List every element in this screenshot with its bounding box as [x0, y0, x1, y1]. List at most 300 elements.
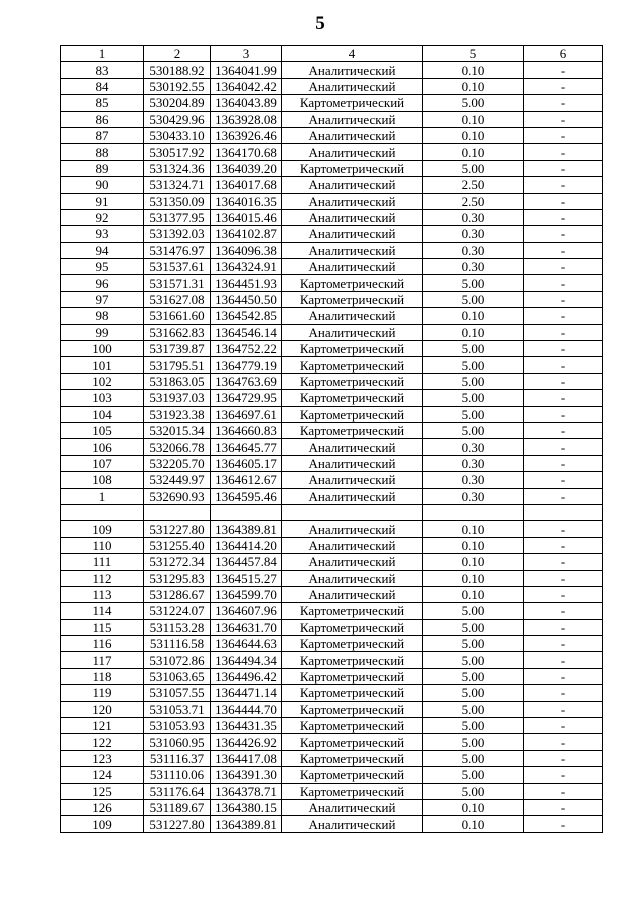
column-header-5: 5	[423, 46, 524, 62]
coordinate-x-cell: 530192.55	[144, 78, 211, 94]
coordinate-x-cell: 531923.38	[144, 406, 211, 422]
point-number-cell: 105	[61, 422, 144, 438]
method-cell: Аналитический	[282, 324, 423, 340]
method-cell: Аналитический	[282, 177, 423, 193]
coordinate-x-cell: 531189.67	[144, 799, 211, 815]
accuracy-cell: 0.10	[423, 324, 524, 340]
column-6-cell: -	[524, 357, 603, 373]
coordinate-x-cell: 531053.93	[144, 718, 211, 734]
coordinate-x-cell: 531661.60	[144, 308, 211, 324]
column-6-cell: -	[524, 554, 603, 570]
method-cell: Аналитический	[282, 242, 423, 258]
coordinate-x-cell: 531377.95	[144, 209, 211, 225]
table-row	[61, 406, 603, 422]
coordinate-x-cell: 531476.97	[144, 242, 211, 258]
header-row	[61, 46, 603, 62]
column-header-6: 6	[524, 46, 603, 62]
accuracy-cell: 0.10	[423, 127, 524, 143]
accuracy-cell: 0.10	[423, 111, 524, 127]
coordinate-y-cell: 1364595.46	[211, 488, 282, 504]
method-cell: Картометрический	[282, 160, 423, 176]
table-row	[61, 455, 603, 471]
table-row	[61, 357, 603, 373]
method-cell: Картометрический	[282, 701, 423, 717]
column-6-cell: -	[524, 570, 603, 586]
coordinate-y-cell: 1364451.93	[211, 275, 282, 291]
method-cell: Аналитический	[282, 78, 423, 94]
accuracy-cell: 5.00	[423, 701, 524, 717]
method-cell: Аналитический	[282, 193, 423, 209]
column-6-cell: -	[524, 291, 603, 307]
column-6-cell: -	[524, 422, 603, 438]
accuracy-cell: 0.10	[423, 537, 524, 553]
point-number-cell: 122	[61, 734, 144, 750]
table-row	[61, 439, 603, 455]
table-row	[61, 504, 603, 520]
accuracy-cell: 5.00	[423, 373, 524, 389]
column-6-cell: -	[524, 668, 603, 684]
table-row	[61, 767, 603, 783]
method-cell: Картометрический	[282, 406, 423, 422]
point-number-cell: 90	[61, 177, 144, 193]
coordinate-x-cell: 531295.83	[144, 570, 211, 586]
column-6-cell: -	[524, 308, 603, 324]
coordinate-y-cell: 1364515.27	[211, 570, 282, 586]
point-number-cell: 121	[61, 718, 144, 734]
coordinate-y-cell: 1364752.22	[211, 341, 282, 357]
column-header-3: 3	[211, 46, 282, 62]
column-6-cell: -	[524, 734, 603, 750]
coordinate-y-cell: 1364697.61	[211, 406, 282, 422]
coordinate-x-cell: 530433.10	[144, 127, 211, 143]
point-number-cell: 88	[61, 144, 144, 160]
accuracy-cell: 0.30	[423, 488, 524, 504]
method-cell: Картометрический	[282, 652, 423, 668]
accuracy-cell: 0.10	[423, 816, 524, 832]
coordinate-y-cell: 1364457.84	[211, 554, 282, 570]
accuracy-cell: 5.00	[423, 685, 524, 701]
table-row	[61, 275, 603, 291]
method-cell: Картометрический	[282, 390, 423, 406]
table-body	[61, 62, 603, 832]
table-row	[61, 750, 603, 766]
column-6-cell: -	[524, 226, 603, 242]
table-row	[61, 685, 603, 701]
accuracy-cell: 5.00	[423, 406, 524, 422]
coordinate-x-cell: 531571.31	[144, 275, 211, 291]
coordinate-y-cell: 1364096.38	[211, 242, 282, 258]
table-row	[61, 521, 603, 537]
coordinate-y-cell: 1364380.15	[211, 799, 282, 815]
column-6-cell	[524, 504, 603, 520]
accuracy-cell: 5.00	[423, 636, 524, 652]
table-row	[61, 144, 603, 160]
method-cell: Аналитический	[282, 537, 423, 553]
method-cell: Аналитический	[282, 521, 423, 537]
coordinate-y-cell: 1364170.68	[211, 144, 282, 160]
coordinate-y-cell: 1364444.70	[211, 701, 282, 717]
method-cell: Картометрический	[282, 603, 423, 619]
point-number-cell: 111	[61, 554, 144, 570]
coordinate-y-cell: 1364426.92	[211, 734, 282, 750]
table-row	[61, 570, 603, 586]
coordinate-x-cell: 532205.70	[144, 455, 211, 471]
point-number-cell: 109	[61, 816, 144, 832]
column-6-cell: -	[524, 783, 603, 799]
coordinate-x-cell: 531627.08	[144, 291, 211, 307]
table-row	[61, 62, 603, 78]
accuracy-cell: 5.00	[423, 390, 524, 406]
coordinate-x-cell: 531392.03	[144, 226, 211, 242]
accuracy-cell: 0.30	[423, 209, 524, 225]
coordinate-x-cell: 531072.86	[144, 652, 211, 668]
coordinate-y-cell: 1364644.63	[211, 636, 282, 652]
coordinate-x-cell: 531795.51	[144, 357, 211, 373]
method-cell: Картометрический	[282, 422, 423, 438]
column-6-cell: -	[524, 177, 603, 193]
table-header	[61, 46, 603, 62]
coordinate-x-cell: 531176.64	[144, 783, 211, 799]
point-number-cell: 103	[61, 390, 144, 406]
accuracy-cell: 5.00	[423, 734, 524, 750]
table-row	[61, 193, 603, 209]
table-row	[61, 95, 603, 111]
point-number-cell: 106	[61, 439, 144, 455]
column-6-cell: -	[524, 390, 603, 406]
coordinate-y-cell: 1364016.35	[211, 193, 282, 209]
coordinate-y-cell: 1364645.77	[211, 439, 282, 455]
method-cell: Картометрический	[282, 767, 423, 783]
accuracy-cell: 0.10	[423, 554, 524, 570]
point-number-cell: 115	[61, 619, 144, 635]
coordinate-y-cell: 1364039.20	[211, 160, 282, 176]
coordinate-x-cell: 531350.09	[144, 193, 211, 209]
column-6-cell: -	[524, 275, 603, 291]
table-row	[61, 242, 603, 258]
table-row	[61, 308, 603, 324]
table-row	[61, 783, 603, 799]
method-cell: Картометрический	[282, 373, 423, 389]
coordinate-x-cell: 531110.06	[144, 767, 211, 783]
table-row	[61, 636, 603, 652]
accuracy-cell: 0.10	[423, 62, 524, 78]
method-cell: Картометрический	[282, 734, 423, 750]
method-cell: Аналитический	[282, 111, 423, 127]
table-row	[61, 718, 603, 734]
column-6-cell: -	[524, 373, 603, 389]
accuracy-cell: 5.00	[423, 95, 524, 111]
point-number-cell: 99	[61, 324, 144, 340]
column-header-1: 1	[61, 46, 144, 62]
coordinate-y-cell: 1364324.91	[211, 259, 282, 275]
coordinate-y-cell: 1364378.71	[211, 783, 282, 799]
coordinate-x-cell: 531255.40	[144, 537, 211, 553]
method-cell: Аналитический	[282, 209, 423, 225]
coordinate-y-cell: 1364102.87	[211, 226, 282, 242]
column-6-cell: -	[524, 242, 603, 258]
table-row	[61, 619, 603, 635]
table-row	[61, 488, 603, 504]
coordinate-y-cell: 1364631.70	[211, 619, 282, 635]
point-number-cell: 92	[61, 209, 144, 225]
column-6-cell: -	[524, 488, 603, 504]
point-number-cell: 91	[61, 193, 144, 209]
point-number-cell: 119	[61, 685, 144, 701]
table-row	[61, 603, 603, 619]
coordinate-y-cell: 1364607.96	[211, 603, 282, 619]
point-number-cell: 102	[61, 373, 144, 389]
coordinate-y-cell: 1364612.67	[211, 472, 282, 488]
table-row	[61, 554, 603, 570]
coordinate-x-cell: 530204.89	[144, 95, 211, 111]
method-cell: Аналитический	[282, 799, 423, 815]
coordinate-y-cell: 1363928.08	[211, 111, 282, 127]
method-cell: Картометрический	[282, 783, 423, 799]
point-number-cell: 110	[61, 537, 144, 553]
accuracy-cell: 0.10	[423, 799, 524, 815]
coordinate-x-cell: 532690.93	[144, 488, 211, 504]
point-number-cell: 120	[61, 701, 144, 717]
accuracy-cell: 5.00	[423, 160, 524, 176]
accuracy-cell: 5.00	[423, 275, 524, 291]
coordinate-x-cell: 531739.87	[144, 341, 211, 357]
coordinate-y-cell: 1364391.30	[211, 767, 282, 783]
coordinate-x-cell: 531537.61	[144, 259, 211, 275]
column-6-cell: -	[524, 193, 603, 209]
column-6-cell: -	[524, 521, 603, 537]
coordinate-y-cell: 1364779.19	[211, 357, 282, 373]
point-number-cell: 100	[61, 341, 144, 357]
method-cell: Картометрический	[282, 95, 423, 111]
coordinate-y-cell: 1364043.89	[211, 95, 282, 111]
point-number-cell: 1	[61, 488, 144, 504]
coordinate-y-cell: 1364546.14	[211, 324, 282, 340]
table-row	[61, 816, 603, 832]
coordinate-x-cell: 531937.03	[144, 390, 211, 406]
table-row	[61, 160, 603, 176]
point-number-cell: 85	[61, 95, 144, 111]
coordinate-y-cell: 1364605.17	[211, 455, 282, 471]
coordinate-y-cell: 1364729.95	[211, 390, 282, 406]
column-6-cell: -	[524, 127, 603, 143]
point-number-cell: 97	[61, 291, 144, 307]
coordinate-y-cell	[211, 504, 282, 520]
coordinate-x-cell: 531116.37	[144, 750, 211, 766]
table-row	[61, 291, 603, 307]
coordinate-y-cell: 1364494.34	[211, 652, 282, 668]
column-6-cell: -	[524, 209, 603, 225]
accuracy-cell	[423, 504, 524, 520]
coordinate-y-cell: 1364389.81	[211, 521, 282, 537]
point-number-cell: 95	[61, 259, 144, 275]
table-row	[61, 652, 603, 668]
method-cell	[282, 504, 423, 520]
method-cell: Картометрический	[282, 357, 423, 373]
point-number-cell: 116	[61, 636, 144, 652]
point-number-cell: 104	[61, 406, 144, 422]
column-header-2: 2	[144, 46, 211, 62]
table-row	[61, 259, 603, 275]
column-6-cell: -	[524, 537, 603, 553]
accuracy-cell: 5.00	[423, 341, 524, 357]
point-number-cell: 114	[61, 603, 144, 619]
coordinate-y-cell: 1364389.81	[211, 816, 282, 832]
table-row	[61, 226, 603, 242]
accuracy-cell: 5.00	[423, 603, 524, 619]
coordinate-x-cell: 530188.92	[144, 62, 211, 78]
method-cell: Картометрический	[282, 275, 423, 291]
coordinate-x-cell	[144, 504, 211, 520]
method-cell: Картометрический	[282, 685, 423, 701]
accuracy-cell: 5.00	[423, 291, 524, 307]
accuracy-cell: 0.10	[423, 521, 524, 537]
method-cell: Картометрический	[282, 636, 423, 652]
table-row	[61, 324, 603, 340]
accuracy-cell: 0.30	[423, 455, 524, 471]
column-6-cell: -	[524, 652, 603, 668]
table-row	[61, 422, 603, 438]
point-number-cell: 109	[61, 521, 144, 537]
column-6-cell: -	[524, 406, 603, 422]
method-cell: Аналитический	[282, 127, 423, 143]
table-row	[61, 177, 603, 193]
coordinate-x-cell: 531224.07	[144, 603, 211, 619]
accuracy-cell: 0.10	[423, 308, 524, 324]
accuracy-cell: 5.00	[423, 357, 524, 373]
coordinate-x-cell: 531053.71	[144, 701, 211, 717]
coordinate-y-cell: 1364471.14	[211, 685, 282, 701]
accuracy-cell: 2.50	[423, 177, 524, 193]
column-6-cell: -	[524, 750, 603, 766]
accuracy-cell: 0.10	[423, 144, 524, 160]
coordinate-x-cell: 531057.55	[144, 685, 211, 701]
point-number-cell: 123	[61, 750, 144, 766]
method-cell: Картометрический	[282, 668, 423, 684]
column-6-cell: -	[524, 619, 603, 635]
point-number-cell: 101	[61, 357, 144, 373]
method-cell: Аналитический	[282, 816, 423, 832]
coordinate-x-cell: 531863.05	[144, 373, 211, 389]
table-row	[61, 734, 603, 750]
coordinate-x-cell: 531272.34	[144, 554, 211, 570]
accuracy-cell: 0.30	[423, 226, 524, 242]
point-number-cell: 124	[61, 767, 144, 783]
table-row	[61, 799, 603, 815]
column-6-cell: -	[524, 455, 603, 471]
column-6-cell: -	[524, 144, 603, 160]
method-cell: Аналитический	[282, 586, 423, 602]
coordinate-x-cell: 531060.95	[144, 734, 211, 750]
point-number-cell: 86	[61, 111, 144, 127]
point-number-cell: 87	[61, 127, 144, 143]
method-cell: Аналитический	[282, 144, 423, 160]
table-row	[61, 373, 603, 389]
column-6-cell: -	[524, 701, 603, 717]
coordinate-y-cell: 1364496.42	[211, 668, 282, 684]
coordinate-x-cell: 531324.71	[144, 177, 211, 193]
table-row	[61, 111, 603, 127]
coordinate-x-cell: 531153.28	[144, 619, 211, 635]
column-6-cell: -	[524, 111, 603, 127]
coordinate-x-cell: 530517.92	[144, 144, 211, 160]
accuracy-cell: 2.50	[423, 193, 524, 209]
column-6-cell: -	[524, 799, 603, 815]
method-cell: Картометрический	[282, 750, 423, 766]
table-row	[61, 341, 603, 357]
accuracy-cell: 5.00	[423, 619, 524, 635]
point-number-cell: 118	[61, 668, 144, 684]
method-cell: Аналитический	[282, 439, 423, 455]
coordinate-x-cell: 531116.58	[144, 636, 211, 652]
column-6-cell: -	[524, 160, 603, 176]
accuracy-cell: 5.00	[423, 668, 524, 684]
method-cell: Аналитический	[282, 259, 423, 275]
coordinate-x-cell: 531063.65	[144, 668, 211, 684]
table-row	[61, 127, 603, 143]
point-number-cell: 83	[61, 62, 144, 78]
coordinate-y-cell: 1364417.08	[211, 750, 282, 766]
coordinate-y-cell: 1364015.46	[211, 209, 282, 225]
coordinate-x-cell: 530429.96	[144, 111, 211, 127]
accuracy-cell: 0.10	[423, 78, 524, 94]
table-row	[61, 668, 603, 684]
accuracy-cell: 0.30	[423, 259, 524, 275]
method-cell: Аналитический	[282, 308, 423, 324]
accuracy-cell: 5.00	[423, 718, 524, 734]
coordinate-y-cell: 1364763.69	[211, 373, 282, 389]
method-cell: Аналитический	[282, 455, 423, 471]
coordinate-y-cell: 1363926.46	[211, 127, 282, 143]
accuracy-cell: 5.00	[423, 767, 524, 783]
accuracy-cell: 5.00	[423, 783, 524, 799]
coordinate-y-cell: 1364450.50	[211, 291, 282, 307]
coordinate-x-cell: 532015.34	[144, 422, 211, 438]
column-6-cell: -	[524, 586, 603, 602]
table-row	[61, 701, 603, 717]
accuracy-cell: 0.10	[423, 586, 524, 602]
point-number-cell: 107	[61, 455, 144, 471]
point-number-cell: 117	[61, 652, 144, 668]
coordinate-x-cell: 531324.36	[144, 160, 211, 176]
table-row	[61, 78, 603, 94]
accuracy-cell: 5.00	[423, 422, 524, 438]
coordinates-table	[60, 45, 603, 833]
coordinate-x-cell: 531227.80	[144, 521, 211, 537]
method-cell: Аналитический	[282, 488, 423, 504]
accuracy-cell: 5.00	[423, 652, 524, 668]
method-cell: Аналитический	[282, 62, 423, 78]
point-number-cell: 84	[61, 78, 144, 94]
column-6-cell: -	[524, 472, 603, 488]
accuracy-cell: 0.30	[423, 472, 524, 488]
coordinate-y-cell: 1364599.70	[211, 586, 282, 602]
table-row	[61, 209, 603, 225]
column-6-cell: -	[524, 685, 603, 701]
coordinate-x-cell: 532449.97	[144, 472, 211, 488]
coordinate-y-cell: 1364660.83	[211, 422, 282, 438]
method-cell: Аналитический	[282, 570, 423, 586]
point-number-cell: 94	[61, 242, 144, 258]
point-number-cell: 125	[61, 783, 144, 799]
coordinate-x-cell: 531227.80	[144, 816, 211, 832]
point-number-cell: 93	[61, 226, 144, 242]
point-number-cell: 98	[61, 308, 144, 324]
column-6-cell: -	[524, 95, 603, 111]
point-number-cell: 113	[61, 586, 144, 602]
point-number-cell: 108	[61, 472, 144, 488]
column-6-cell: -	[524, 636, 603, 652]
method-cell: Картометрический	[282, 291, 423, 307]
